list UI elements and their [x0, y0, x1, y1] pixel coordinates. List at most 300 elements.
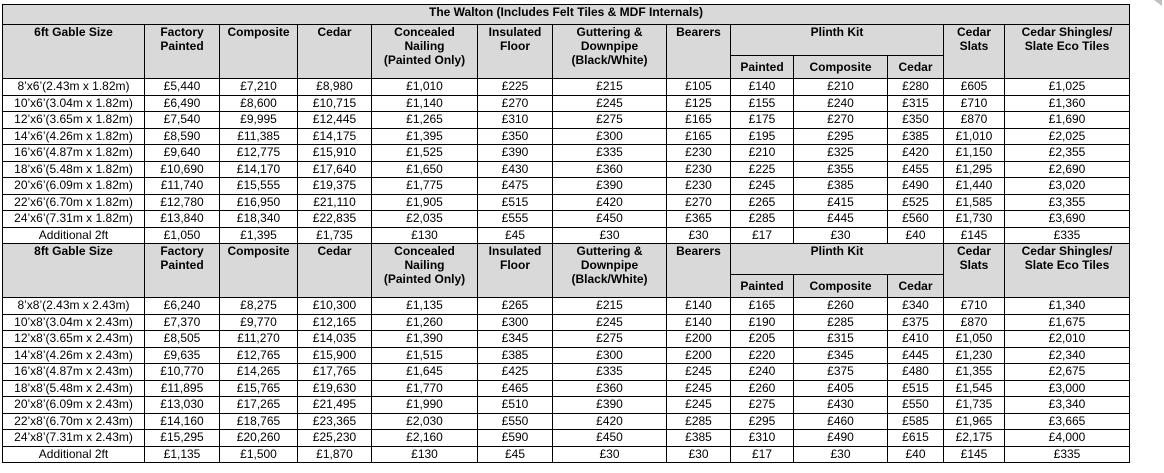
cedar-cell: £25,230 — [298, 430, 372, 447]
insulated-floor-cell: £425 — [478, 364, 553, 381]
cedar-cell: £19,375 — [298, 178, 372, 195]
guttering-cell: £245 — [553, 95, 667, 112]
plinth-cedar-cell: £280 — [888, 79, 944, 96]
shingles-cell: £1,360 — [1005, 95, 1130, 112]
guttering-cell: £360 — [553, 380, 667, 397]
insulated-floor-cell: £390 — [478, 145, 553, 162]
composite-header: Composite — [220, 244, 298, 298]
insulated-floor-cell: £225 — [478, 79, 553, 96]
guttering-cell: £450 — [553, 211, 667, 228]
plinth-composite-header: Composite — [794, 56, 888, 79]
insulated-floor-cell: £350 — [478, 128, 553, 145]
factory-painted-cell: £12,780 — [145, 194, 220, 211]
factory-painted-cell: £8,590 — [145, 128, 220, 145]
header-row — [3, 244, 1130, 275]
plinth-cedar-cell: £40 — [888, 227, 944, 244]
concealed-nailing-header — [372, 244, 478, 298]
cedar-slats-cell: £605 — [944, 79, 1005, 96]
size-cell: 22’x6’(6.70m x 1.82m) — [3, 194, 145, 211]
guttering-header — [553, 244, 667, 298]
concealed-nailing-cell: £1,010 — [372, 79, 478, 96]
composite-cell: £9,995 — [220, 112, 298, 129]
plinth-painted-cell: £17 — [731, 446, 794, 463]
cedar-slats-cell: £870 — [944, 112, 1005, 129]
cedar-cell: £15,900 — [298, 347, 372, 364]
shingles-cell: £3,000 — [1005, 380, 1130, 397]
factory-painted-cell: £14,160 — [145, 413, 220, 430]
concealed-nailing-cell: £1,140 — [372, 95, 478, 112]
shingles-header — [1005, 244, 1130, 298]
composite-cell: £14,265 — [220, 364, 298, 381]
table-row — [3, 95, 1130, 112]
plinth-cedar-cell: £490 — [888, 178, 944, 195]
size-cell: 18’x6’(5.48m x 1.82m) — [3, 161, 145, 178]
table-row — [3, 112, 1130, 129]
plinth-cedar-header: Cedar — [888, 56, 944, 79]
factory-painted-cell: £13,030 — [145, 397, 220, 414]
plinth-cedar-cell: £480 — [888, 364, 944, 381]
plinth-cedar-cell: £515 — [888, 380, 944, 397]
bearers-cell: £230 — [667, 178, 731, 195]
factory-painted-cell: £9,640 — [145, 145, 220, 162]
table-row — [3, 194, 1130, 211]
bearers-cell: £245 — [667, 397, 731, 414]
factory-painted-cell: £11,895 — [145, 380, 220, 397]
table-row — [3, 446, 1130, 463]
shingles-cell: £3,340 — [1005, 397, 1130, 414]
table-row — [3, 397, 1130, 414]
table-row — [3, 128, 1130, 145]
guttering-cell: £390 — [553, 397, 667, 414]
shingles-cell: £3,665 — [1005, 413, 1130, 430]
table-row — [3, 364, 1130, 381]
shingles-cell: £2,025 — [1005, 128, 1130, 145]
cedar-cell: £17,765 — [298, 364, 372, 381]
composite-cell: £20,260 — [220, 430, 298, 447]
factory-painted-cell: £10,770 — [145, 364, 220, 381]
plinth-composite-cell: £240 — [794, 95, 888, 112]
composite-cell: £18,340 — [220, 211, 298, 228]
composite-cell: £8,275 — [220, 298, 298, 315]
size-cell: 12’x6’(3.65m x 1.82m) — [3, 112, 145, 129]
factory-painted-cell: £6,240 — [145, 298, 220, 315]
cedar-header: Cedar — [298, 244, 372, 298]
cedar-slats-cell: £1,735 — [944, 397, 1005, 414]
bearers-cell: £385 — [667, 430, 731, 447]
plinth-cedar-cell: £375 — [888, 314, 944, 331]
cedar-slats-cell: £1,545 — [944, 380, 1005, 397]
guttering-cell: £450 — [553, 430, 667, 447]
size-cell: 16’x8’(4.87m x 2.43m) — [3, 364, 145, 381]
table-row — [3, 79, 1130, 96]
table-row — [3, 314, 1130, 331]
guttering-cell: £215 — [553, 298, 667, 315]
insulated-floor-cell: £345 — [478, 331, 553, 348]
plinth-composite-cell: £270 — [794, 112, 888, 129]
table-row — [3, 227, 1130, 244]
cedar-cell: £1,870 — [298, 446, 372, 463]
guttering-cell: £275 — [553, 331, 667, 348]
insulated-floor-cell: £310 — [478, 112, 553, 129]
shingles-cell: £2,675 — [1005, 364, 1130, 381]
plinth-composite-cell: £295 — [794, 128, 888, 145]
table-row — [3, 161, 1130, 178]
table-row — [3, 298, 1130, 315]
size-cell: 8’x6’(2.43m x 1.82m) — [3, 79, 145, 96]
bearers-cell: £165 — [667, 112, 731, 129]
shingles-cell: £335 — [1005, 446, 1130, 463]
size-cell: 18’x8’(5.48m x 2.43m) — [3, 380, 145, 397]
bearers-cell: £30 — [667, 227, 731, 244]
bearers-cell: £365 — [667, 211, 731, 228]
plinth-composite-cell: £30 — [794, 227, 888, 244]
bearers-cell: £105 — [667, 79, 731, 96]
insulated-floor-header — [478, 244, 553, 298]
plinth-composite-cell: £325 — [794, 145, 888, 162]
cedar-slats-cell: £1,150 — [944, 145, 1005, 162]
cedar-cell: £10,300 — [298, 298, 372, 315]
size-cell: 12’x8’(3.65m x 2.43m) — [3, 331, 145, 348]
cedar-cell: £1,735 — [298, 227, 372, 244]
plinth-cedar-cell: £340 — [888, 298, 944, 315]
guttering-cell: £300 — [553, 347, 667, 364]
composite-cell: £11,385 — [220, 128, 298, 145]
plinth-painted-cell: £275 — [731, 397, 794, 414]
table-row — [3, 430, 1130, 447]
plinth-painted-cell: £240 — [731, 364, 794, 381]
plinth-cedar-cell: £585 — [888, 413, 944, 430]
composite-cell: £15,765 — [220, 380, 298, 397]
factory-painted-cell: £1,050 — [145, 227, 220, 244]
composite-header: Composite — [220, 25, 298, 79]
guttering-cell: £215 — [553, 79, 667, 96]
cedar-slats-cell: £1,730 — [944, 211, 1005, 228]
plinth-composite-cell: £30 — [794, 446, 888, 463]
plinth-cedar-cell: £410 — [888, 331, 944, 348]
header-line: Concealed — [394, 25, 455, 39]
composite-cell: £8,600 — [220, 95, 298, 112]
guttering-cell: £360 — [553, 161, 667, 178]
header-line: Slate Eco Tiles — [1024, 39, 1110, 53]
cedar-cell: £21,495 — [298, 397, 372, 414]
cedar-slats-cell: £710 — [944, 95, 1005, 112]
guttering-header — [553, 25, 667, 79]
cedar-cell: £12,165 — [298, 314, 372, 331]
concealed-nailing-cell: £1,395 — [372, 128, 478, 145]
plinth-painted-cell: £295 — [731, 413, 794, 430]
insulated-floor-cell: £300 — [478, 314, 553, 331]
size-cell: Additional 2ft — [3, 227, 145, 244]
plinth-composite-cell: £260 — [794, 298, 888, 315]
concealed-nailing-cell: £2,035 — [372, 211, 478, 228]
table-row — [3, 145, 1130, 162]
composite-cell: £12,775 — [220, 145, 298, 162]
factory-painted-cell: £7,370 — [145, 314, 220, 331]
insulated-floor-cell: £385 — [478, 347, 553, 364]
plinth-cedar-cell: £455 — [888, 161, 944, 178]
plinth-composite-cell: £415 — [794, 194, 888, 211]
bearers-cell: £140 — [667, 314, 731, 331]
shingles-cell: £4,000 — [1005, 430, 1130, 447]
table-row — [3, 178, 1130, 195]
composite-cell: £18,765 — [220, 413, 298, 430]
size-cell: 24’x6’(7.31m x 1.82m) — [3, 211, 145, 228]
size-column-header: 8ft Gable Size — [3, 244, 145, 298]
concealed-nailing-cell: £1,525 — [372, 145, 478, 162]
table-row — [3, 347, 1130, 364]
cedar-cell: £10,715 — [298, 95, 372, 112]
insulated-floor-cell: £430 — [478, 161, 553, 178]
bearers-cell: £125 — [667, 95, 731, 112]
plinth-composite-header: Composite — [794, 275, 888, 298]
plinth-cedar-cell: £445 — [888, 347, 944, 364]
concealed-nailing-header — [372, 25, 478, 79]
shingles-cell: £2,690 — [1005, 161, 1130, 178]
concealed-nailing-cell: £1,905 — [372, 194, 478, 211]
insulated-floor-header — [478, 25, 553, 79]
cedar-slats-cell: £870 — [944, 314, 1005, 331]
cedar-cell: £21,110 — [298, 194, 372, 211]
shingles-cell: £1,675 — [1005, 314, 1130, 331]
plinth-painted-cell: £265 — [731, 194, 794, 211]
bearers-cell: £245 — [667, 364, 731, 381]
composite-cell: £12,765 — [220, 347, 298, 364]
concealed-nailing-cell: £1,775 — [372, 178, 478, 195]
size-cell: 20’x8’(6.09m x 2.43m) — [3, 397, 145, 414]
plinth-painted-cell: £17 — [731, 227, 794, 244]
concealed-nailing-cell: £1,515 — [372, 347, 478, 364]
header-line: Slate Eco Tiles — [1024, 258, 1110, 272]
cedar-cell: £17,640 — [298, 161, 372, 178]
shingles-cell: £2,355 — [1005, 145, 1130, 162]
shingles-cell: £2,340 — [1005, 347, 1130, 364]
cedar-cell: £15,910 — [298, 145, 372, 162]
header-line: (Painted Only) — [383, 53, 466, 67]
bearers-cell: £200 — [667, 331, 731, 348]
cedar-slats-cell: £710 — [944, 298, 1005, 315]
concealed-nailing-cell: £2,160 — [372, 430, 478, 447]
plinth-cedar-cell: £350 — [888, 112, 944, 129]
shingles-cell: £3,690 — [1005, 211, 1130, 228]
cedar-slats-cell: £1,440 — [944, 178, 1005, 195]
plinth-cedar-cell: £615 — [888, 430, 944, 447]
cedar-slats-header — [944, 244, 1005, 298]
shingles-header — [1005, 25, 1130, 79]
header-row — [3, 25, 1130, 56]
cedar-slats-cell: £1,050 — [944, 331, 1005, 348]
table-row — [3, 331, 1130, 348]
plinth-composite-cell: £375 — [794, 364, 888, 381]
header-line: Cedar Shingles/ — [1021, 25, 1113, 39]
factory-painted-header — [145, 244, 220, 298]
header-line: Downpipe — [580, 258, 639, 272]
factory-painted-cell: £13,840 — [145, 211, 220, 228]
size-cell: 10’x6’(3.04m x 1.82m) — [3, 95, 145, 112]
bearers-cell: £140 — [667, 298, 731, 315]
insulated-floor-cell: £555 — [478, 211, 553, 228]
price-table — [2, 4, 1130, 463]
cedar-slats-cell: £1,010 — [944, 128, 1005, 145]
header-line: (Painted Only) — [383, 272, 466, 286]
concealed-nailing-cell: £1,770 — [372, 380, 478, 397]
composite-cell: £17,265 — [220, 397, 298, 414]
plinth-painted-cell: £175 — [731, 112, 794, 129]
plinth-composite-cell: £315 — [794, 331, 888, 348]
concealed-nailing-cell: £1,265 — [372, 112, 478, 129]
cedar-cell: £12,445 — [298, 112, 372, 129]
plinth-painted-cell: £165 — [731, 298, 794, 315]
factory-painted-cell: £11,740 — [145, 178, 220, 195]
cedar-slats-cell: £1,295 — [944, 161, 1005, 178]
table-title: The Walton (Includes Felt Tiles & MDF Internals) — [3, 5, 1130, 25]
shingles-cell: £1,025 — [1005, 79, 1130, 96]
concealed-nailing-cell: £1,390 — [372, 331, 478, 348]
factory-painted-cell: £15,295 — [145, 430, 220, 447]
concealed-nailing-cell: £1,645 — [372, 364, 478, 381]
cedar-slats-cell: £1,230 — [944, 347, 1005, 364]
guttering-cell: £420 — [553, 413, 667, 430]
concealed-nailing-cell: £130 — [372, 227, 478, 244]
plinth-painted-cell: £205 — [731, 331, 794, 348]
header-line: Cedar Slats — [956, 244, 991, 272]
plinth-composite-cell: £355 — [794, 161, 888, 178]
guttering-cell: £420 — [553, 194, 667, 211]
cedar-slats-cell: £2,175 — [944, 430, 1005, 447]
bearers-header: Bearers — [667, 244, 731, 298]
plinth-cedar-cell: £525 — [888, 194, 944, 211]
guttering-cell: £300 — [553, 128, 667, 145]
shingles-cell: £3,355 — [1005, 194, 1130, 211]
size-cell: 14’x6’(4.26m x 1.82m) — [3, 128, 145, 145]
header-line: Insulated Floor — [488, 25, 542, 53]
cedar-cell: £19,630 — [298, 380, 372, 397]
bearers-header: Bearers — [667, 25, 731, 79]
guttering-cell: £390 — [553, 178, 667, 195]
plinth-painted-cell: £245 — [731, 178, 794, 195]
plinth-cedar-cell: £40 — [888, 446, 944, 463]
size-cell: 20’x6’(6.09m x 1.82m) — [3, 178, 145, 195]
header-line: Factory Painted — [160, 25, 204, 53]
insulated-floor-cell: £515 — [478, 194, 553, 211]
plinth-cedar-cell: £550 — [888, 397, 944, 414]
cedar-slats-header — [944, 25, 1005, 79]
insulated-floor-cell: £265 — [478, 298, 553, 315]
insulated-floor-cell: £550 — [478, 413, 553, 430]
header-line: (Black/White) — [571, 53, 648, 67]
factory-painted-cell: £6,490 — [145, 95, 220, 112]
cedar-slats-cell: £1,355 — [944, 364, 1005, 381]
factory-painted-cell: £5,440 — [145, 79, 220, 96]
size-cell: 16’x6’(4.87m x 1.82m) — [3, 145, 145, 162]
insulated-floor-cell: £45 — [478, 446, 553, 463]
plinth-composite-cell: £385 — [794, 178, 888, 195]
composite-cell: £1,395 — [220, 227, 298, 244]
concealed-nailing-cell: £2,030 — [372, 413, 478, 430]
guttering-cell: £30 — [553, 446, 667, 463]
plinth-painted-cell: £210 — [731, 145, 794, 162]
cedar-cell: £22,835 — [298, 211, 372, 228]
plinth-composite-cell: £210 — [794, 79, 888, 96]
resize-corner-icon — [1154, 0, 1162, 6]
guttering-cell: £275 — [553, 112, 667, 129]
plinth-painted-cell: £220 — [731, 347, 794, 364]
table-row — [3, 380, 1130, 397]
bearers-cell: £245 — [667, 380, 731, 397]
composite-cell: £15,555 — [220, 178, 298, 195]
plinth-painted-cell: £310 — [731, 430, 794, 447]
concealed-nailing-cell: £130 — [372, 446, 478, 463]
cedar-cell: £14,175 — [298, 128, 372, 145]
bearers-cell: £285 — [667, 413, 731, 430]
factory-painted-cell: £7,540 — [145, 112, 220, 129]
composite-cell: £11,270 — [220, 331, 298, 348]
cedar-cell: £23,365 — [298, 413, 372, 430]
insulated-floor-cell: £475 — [478, 178, 553, 195]
header-line: Downpipe — [580, 39, 639, 53]
guttering-cell: £245 — [553, 314, 667, 331]
guttering-cell: £335 — [553, 145, 667, 162]
plinth-painted-cell: £155 — [731, 95, 794, 112]
plinth-painted-cell: £260 — [731, 380, 794, 397]
table-row — [3, 211, 1130, 228]
size-cell: 10’x8’(3.04m x 2.43m) — [3, 314, 145, 331]
factory-painted-cell: £9,635 — [145, 347, 220, 364]
plinth-composite-cell: £345 — [794, 347, 888, 364]
factory-painted-header — [145, 25, 220, 79]
header-line: Concealed — [394, 244, 455, 258]
plinth-cedar-cell: £420 — [888, 145, 944, 162]
shingles-cell: £335 — [1005, 227, 1130, 244]
table-row — [3, 413, 1130, 430]
header-line: (Black/White) — [571, 272, 648, 286]
bearers-cell: £200 — [667, 347, 731, 364]
size-cell: Additional 2ft — [3, 446, 145, 463]
header-line: Cedar Slats — [956, 25, 991, 53]
plinth-composite-cell: £460 — [794, 413, 888, 430]
shingles-cell: £2,010 — [1005, 331, 1130, 348]
cedar-slats-cell: £145 — [944, 227, 1005, 244]
size-cell: 22’x8’(6.70m x 2.43m) — [3, 413, 145, 430]
concealed-nailing-cell: £1,260 — [372, 314, 478, 331]
cedar-slats-cell: £1,585 — [944, 194, 1005, 211]
composite-cell: £7,210 — [220, 79, 298, 96]
plinth-painted-cell: £285 — [731, 211, 794, 228]
bearers-cell: £30 — [667, 446, 731, 463]
plinth-painted-header: Painted — [731, 275, 794, 298]
size-cell: 14’x8’(4.26m x 2.43m) — [3, 347, 145, 364]
size-column-header: 6ft Gable Size — [3, 25, 145, 79]
bearers-cell: £270 — [667, 194, 731, 211]
plinth-kit-header: Plinth Kit — [731, 244, 944, 275]
insulated-floor-cell: £465 — [478, 380, 553, 397]
insulated-floor-cell: £590 — [478, 430, 553, 447]
plinth-composite-cell: £490 — [794, 430, 888, 447]
concealed-nailing-cell: £1,135 — [372, 298, 478, 315]
plinth-painted-cell: £225 — [731, 161, 794, 178]
insulated-floor-cell: £510 — [478, 397, 553, 414]
plinth-cedar-cell: £385 — [888, 128, 944, 145]
bearers-cell: £230 — [667, 161, 731, 178]
factory-painted-cell: £1,135 — [145, 446, 220, 463]
composite-cell: £9,770 — [220, 314, 298, 331]
composite-cell: £16,950 — [220, 194, 298, 211]
plinth-painted-cell: £195 — [731, 128, 794, 145]
bearers-cell: £230 — [667, 145, 731, 162]
factory-painted-cell: £10,690 — [145, 161, 220, 178]
plinth-painted-cell: £140 — [731, 79, 794, 96]
plinth-painted-header: Painted — [731, 56, 794, 79]
plinth-composite-cell: £285 — [794, 314, 888, 331]
